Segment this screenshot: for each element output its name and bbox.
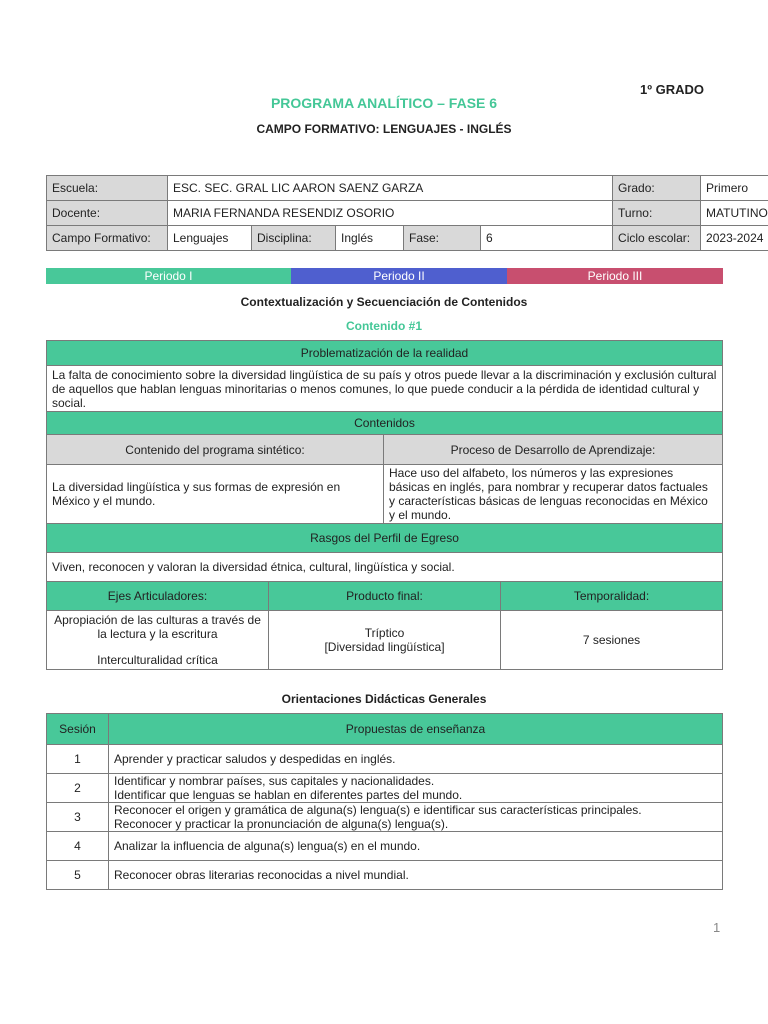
escuela-label: Escuela: [47,176,168,201]
pda-header: Proceso de Desarrollo de Aprendizaje: [384,435,723,465]
docente-label: Docente: [47,201,168,226]
section-heading-contextualizacion: Contextualización y Secuenciación de Contenidos [240,295,528,309]
disciplina-value: Inglés [336,226,404,251]
ciclo-value: 2023-2024 [701,226,768,251]
turno-label: Turno: [613,201,701,226]
ejes-line-2: Interculturalidad crítica [97,653,218,667]
session-number: 1 [47,745,109,774]
contenido-number: Contenido #1 [345,319,422,333]
session-proposal [109,745,723,774]
session-number: 3 [47,803,109,832]
problematizacion-header: Problematización de la realidad [47,341,723,366]
session-number: 2 [47,774,109,803]
session-proposal [109,861,723,890]
session-number: 4 [47,832,109,861]
ciclo-label: Ciclo escolar: [613,226,701,251]
table-row [47,832,723,861]
section-heading-orientaciones: Orientaciones Didácticas Generales [281,692,487,706]
disciplina-label: Disciplina: [252,226,336,251]
orientaciones-table [46,713,723,890]
sintetico-text: La diversidad lingüística y sus formas de expresión en México y el mundo. [47,465,384,524]
rasgos-header: Rasgos del Perfil de Egreso [47,524,723,553]
turno-value: MATUTINO [701,201,768,226]
rasgos-text: Viven, reconocen y valoran la diversidad étnica, cultural, lingüística y social. [47,553,723,582]
proposal-line: Reconocer el origen y gramática de alguna(s) lengua(s) e identificar sus características principales. [114,803,642,817]
grado-value: Primero [701,176,768,201]
table-row [47,861,723,890]
ejes-cell [47,611,269,670]
page-title: PROGRAMA ANALÍTICO – FASE 6 [270,95,498,111]
proposal-line: Identificar que lenguas se hablan en diferentes partes del mundo. [114,788,463,802]
session-proposal [109,832,723,861]
ejes-header: Ejes Articuladores: [47,582,269,611]
fase-label: Fase: [404,226,481,251]
fase-value: 6 [481,226,613,251]
propuestas-header: Propuestas de enseñanza [109,714,723,745]
producto-line-1: Tríptico [364,626,405,640]
proposal-line: Aprender y practicar saludos y despedidas en inglés. [114,752,396,766]
period-1: Periodo I [46,268,291,284]
table-row [47,774,723,803]
temporalidad-value: 7 sesiones [501,611,723,670]
session-number: 5 [47,861,109,890]
problematizacion-text: La falta de conocimiento sobre la diversidad lingüística de su país y otros puede llevar a la discriminación y exclusión cultural de aquellos que hablan lenguas minoritarias o menos comunes, lo que puede conducir a la pérdida de identidad cultural y social. [47,366,723,412]
table-row [47,745,723,774]
producto-cell [269,611,501,670]
producto-line-2: [Diversidad lingüística] [324,640,445,654]
session-proposal [109,774,723,803]
ejes-line-1: Apropiación de las culturas a través de la lectura y la escritura [54,613,261,641]
school-info-table [46,175,768,251]
producto-header: Producto final: [269,582,501,611]
sesion-header: Sesión [47,714,109,745]
proposal-line: Reconocer y practicar la pronunciación de alguna(s) lengua(s). [114,817,449,831]
periods-bar [46,268,723,284]
content-table [46,340,723,670]
campo-value: Lenguajes [168,226,252,251]
proposal-line: Reconocer obras literarias reconocidas a nivel mundial. [114,868,409,882]
contenidos-header: Contenidos [47,412,723,435]
page-number: 1 [713,920,721,935]
temporalidad-header: Temporalidad: [501,582,723,611]
session-proposal [109,803,723,832]
proposal-line: Analizar la influencia de alguna(s) lengua(s) en el mundo. [114,839,421,853]
docente-value: MARIA FERNANDA RESENDIZ OSORIO [168,201,613,226]
table-row [47,803,723,832]
escuela-value: ESC. SEC. GRAL LIC AARON SAENZ GARZA [168,176,613,201]
proposal-line: Identificar y nombrar países, sus capitales y nacionalidades. [114,774,435,788]
sintetico-header: Contenido del programa sintético: [47,435,384,465]
page-subtitle: CAMPO FORMATIVO: LENGUAJES - INGLÉS [256,122,512,136]
grado-label: Grado: [613,176,701,201]
pda-text: Hace uso del alfabeto, los números y las expresiones básicas en inglés, para nombrar y recuperar datos factuales y características básicas de lenguas reconocidas en México y el mundo. [384,465,723,524]
period-2: Periodo II [291,268,507,284]
campo-label: Campo Formativo: [47,226,168,251]
grade-label: 1º GRADO [640,82,704,97]
period-3: Periodo III [507,268,723,284]
